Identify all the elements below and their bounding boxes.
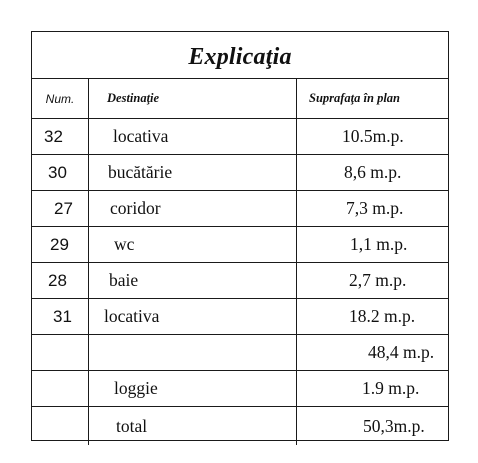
- header-destination: Destinaţie: [89, 79, 297, 118]
- area-value: 48,4 m.p.: [368, 342, 435, 362]
- cell-area: [297, 371, 450, 406]
- cell-area: [297, 335, 450, 370]
- cell-num: [32, 299, 89, 334]
- num-value: 32: [44, 126, 63, 146]
- cell-num: [32, 407, 89, 445]
- table-row: [32, 119, 448, 155]
- table-row: [32, 299, 448, 335]
- num-value: 28: [48, 270, 67, 290]
- header-area: Suprafaţa în plan: [309, 91, 401, 105]
- table-title-bar: [32, 32, 448, 79]
- area-value: 10.5m.p.: [342, 126, 404, 146]
- cell-area: [297, 119, 450, 154]
- destination-value: coridor: [110, 198, 161, 218]
- cell-area: [297, 191, 450, 226]
- num-value: 31: [53, 306, 72, 326]
- cell-destination: [89, 299, 297, 334]
- cell-area: [297, 155, 450, 190]
- cell-num: [32, 155, 89, 190]
- cell-destination: [89, 335, 297, 370]
- cell-num: [32, 227, 89, 262]
- destination-value: baie: [109, 270, 139, 290]
- table-row: [32, 155, 448, 191]
- cell-destination: [89, 407, 297, 445]
- area-value: 7,3 m.p.: [346, 198, 404, 218]
- area-value: 1.9 m.p.: [362, 378, 420, 398]
- cell-num: [32, 335, 89, 370]
- destination-value: bucătărie: [108, 162, 173, 182]
- table-row: [32, 335, 448, 371]
- cell-num: [32, 263, 89, 298]
- destination-value: loggie: [114, 378, 158, 398]
- cell-destination: [89, 227, 297, 262]
- area-value: 50,3m.p.: [363, 415, 425, 436]
- table-row: [32, 263, 448, 299]
- area-value: 18.2 m.p.: [349, 306, 416, 326]
- cell-area: [297, 227, 450, 262]
- cell-area: [297, 263, 450, 298]
- cell-area: [297, 407, 450, 445]
- destination-value: locativa: [104, 306, 160, 326]
- cell-num: [32, 371, 89, 406]
- destination-value: total: [116, 415, 148, 436]
- cell-num: [32, 191, 89, 226]
- destination-value: locativa: [113, 126, 169, 146]
- table-row: [32, 191, 448, 227]
- table-row: [32, 371, 448, 407]
- cell-area: [297, 299, 450, 334]
- table-grid: [32, 79, 448, 445]
- cell-destination: [89, 119, 297, 154]
- table-title: Explicaţia: [188, 43, 292, 70]
- num-value: 30: [48, 162, 67, 182]
- table-row: [32, 227, 448, 263]
- table-header-row: [32, 79, 448, 119]
- num-value: 29: [50, 234, 69, 254]
- table-row: [32, 407, 448, 445]
- num-value: 27: [54, 198, 73, 218]
- cell-destination: [89, 191, 297, 226]
- area-value: 2,7 m.p.: [349, 270, 407, 290]
- area-value: 1,1 m.p.: [350, 234, 408, 254]
- cell-destination: [89, 155, 297, 190]
- cell-destination: [89, 263, 297, 298]
- header-num: Num.: [32, 79, 89, 118]
- area-value: 8,6 m.p.: [344, 162, 402, 182]
- cell-destination: [89, 371, 297, 406]
- cell-num: [32, 119, 89, 154]
- destination-value: wc: [114, 234, 135, 254]
- explanation-table: [31, 31, 449, 441]
